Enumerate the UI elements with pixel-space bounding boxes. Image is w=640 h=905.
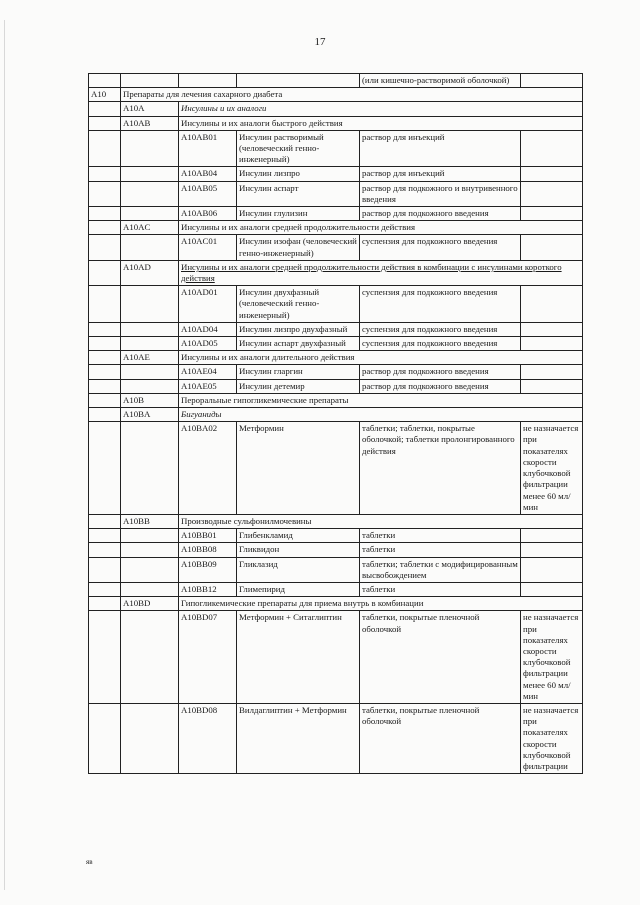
empty-cell <box>89 207 121 221</box>
atc-code-cell: A10AD04 <box>179 322 237 336</box>
atc-code-cell: A10BA <box>121 408 179 422</box>
empty-cell <box>121 167 179 181</box>
drug-table <box>88 73 583 774</box>
atc-code-cell: A10AB <box>121 116 179 130</box>
atc-code-cell: A10AB05 <box>179 181 237 206</box>
atc-code-cell: A10AE05 <box>179 379 237 393</box>
group-row <box>89 351 583 365</box>
drug-row <box>89 582 583 596</box>
empty-cell <box>89 116 121 130</box>
atc-code-cell: A10BD <box>121 597 179 611</box>
empty-cell <box>121 286 179 323</box>
empty-cell <box>89 365 121 379</box>
empty-cell <box>121 557 179 582</box>
dosage-form-cell: раствор для инъекций <box>360 130 521 167</box>
dosage-form-cell: таблетки; таблетки, покрытые оболочкой; таблетки пролонгированного действия <box>360 422 521 515</box>
empty-cell <box>89 408 121 422</box>
empty-cell <box>89 529 121 543</box>
group-name-cell: Инсулины и их аналоги быстрого действия <box>179 116 583 130</box>
drug-name-cell: Метформин + Ситаглиптин <box>237 611 360 704</box>
atc-code-cell: A10BA02 <box>179 422 237 515</box>
empty-cell <box>121 543 179 557</box>
atc-code-cell: A10AC01 <box>179 235 237 260</box>
note-cell: не назначается при показателях скорости клубочковой фильтрации менее 60 мл/мин <box>521 422 583 515</box>
note-cell <box>521 181 583 206</box>
atc-code-cell: A10BD08 <box>179 703 237 773</box>
empty-cell <box>89 337 121 351</box>
empty-cell <box>121 74 179 88</box>
atc-code-cell: A10B <box>121 393 179 407</box>
group-name-cell: Инсулины и их аналоги средней продолжительности действия <box>179 221 583 235</box>
group-name-cell: Инсулины и их аналоги длительного действия <box>179 351 583 365</box>
empty-cell <box>121 422 179 515</box>
empty-cell <box>121 337 179 351</box>
empty-cell <box>89 167 121 181</box>
dosage-form-cell: таблетки, покрытые пленочной оболочкой <box>360 703 521 773</box>
atc-code-cell: A10AD05 <box>179 337 237 351</box>
empty-cell <box>121 379 179 393</box>
group-row <box>89 102 583 116</box>
note-cell <box>521 207 583 221</box>
group-name-cell: Препараты для лечения сахарного диабета <box>121 88 583 102</box>
empty-cell <box>89 597 121 611</box>
scan-edge-line <box>4 20 5 890</box>
drug-row <box>89 181 583 206</box>
dosage-form-cell: суспензия для подкожного введения <box>360 235 521 260</box>
dosage-form-cell: таблетки <box>360 582 521 596</box>
group-row <box>89 88 583 102</box>
empty-cell <box>121 181 179 206</box>
drug-row <box>89 365 583 379</box>
drug-name-cell: Гликвидон <box>237 543 360 557</box>
note-cell <box>521 235 583 260</box>
drug-row <box>89 130 583 167</box>
empty-cell <box>89 130 121 167</box>
empty-cell <box>89 514 121 528</box>
empty-cell <box>89 351 121 365</box>
drug-row <box>89 529 583 543</box>
drug-name-cell: Инсулин детемир <box>237 379 360 393</box>
empty-cell <box>89 543 121 557</box>
atc-code-cell: A10AE <box>121 351 179 365</box>
empty-cell <box>89 611 121 704</box>
group-row <box>89 221 583 235</box>
footer-mark: яв <box>86 858 93 866</box>
atc-code-cell: A10AD <box>121 260 179 285</box>
drug-name-cell: Инсулин глулизин <box>237 207 360 221</box>
drug-name-cell: Гликлазид <box>237 557 360 582</box>
drug-name-cell: Инсулин изофан (человеческий генно-инженерный) <box>237 235 360 260</box>
drug-row <box>89 286 583 323</box>
drug-name-cell: Инсулин аспарт двухфазный <box>237 337 360 351</box>
note-cell <box>521 286 583 323</box>
atc-code-cell <box>179 74 237 88</box>
drug-name-cell: Глибенкламид <box>237 529 360 543</box>
group-row <box>89 597 583 611</box>
group-row <box>89 408 583 422</box>
empty-cell <box>121 365 179 379</box>
group-name-cell: Инсулины и их аналоги <box>179 102 583 116</box>
empty-cell <box>121 207 179 221</box>
empty-cell <box>121 703 179 773</box>
empty-cell <box>89 557 121 582</box>
note-cell <box>521 543 583 557</box>
drug-row <box>89 167 583 181</box>
empty-cell <box>121 130 179 167</box>
note-cell <box>521 582 583 596</box>
dosage-form-cell: таблетки, покрытые пленочной оболочкой <box>360 611 521 704</box>
empty-cell <box>89 221 121 235</box>
note-cell: не назначается при показателях скорости клубочковой фильтрации <box>521 703 583 773</box>
dosage-form-cell: таблетки <box>360 543 521 557</box>
atc-code-cell: A10AB01 <box>179 130 237 167</box>
empty-cell <box>89 102 121 116</box>
group-name-cell: Инсулины и их аналоги средней продолжительности действия в комбинации с инсулинами короткого действия <box>179 260 583 285</box>
note-cell <box>521 74 583 88</box>
page-number: 17 <box>314 36 326 48</box>
drug-row <box>89 557 583 582</box>
drug-name-cell: Инсулин лизпро <box>237 167 360 181</box>
drug-table-body <box>89 74 583 774</box>
note-cell <box>521 379 583 393</box>
drug-name-cell <box>237 74 360 88</box>
empty-cell <box>89 74 121 88</box>
dosage-form-cell: суспензия для подкожного введения <box>360 337 521 351</box>
atc-code-cell: A10A <box>121 102 179 116</box>
atc-code-cell: A10BD07 <box>179 611 237 704</box>
drug-row <box>89 379 583 393</box>
empty-cell <box>121 611 179 704</box>
empty-cell <box>89 286 121 323</box>
atc-code-cell: A10AD01 <box>179 286 237 323</box>
drug-name-cell: Инсулин лизпро двухфазный <box>237 322 360 336</box>
drug-row <box>89 543 583 557</box>
drug-name-cell: Инсулин растворимый (человеческий генно-инженерный) <box>237 130 360 167</box>
drug-name-cell: Инсулин двухфазный (человеческий генно-инженерный) <box>237 286 360 323</box>
dosage-form-cell: (или кишечно-растворимой оболочкой) <box>360 74 521 88</box>
empty-cell <box>89 422 121 515</box>
atc-code-cell: A10BB01 <box>179 529 237 543</box>
group-row <box>89 116 583 130</box>
empty-cell <box>121 322 179 336</box>
atc-code-cell: A10 <box>89 88 121 102</box>
note-cell <box>521 529 583 543</box>
note-cell <box>521 322 583 336</box>
drug-name-cell: Вилдаглиптин + Метформин <box>237 703 360 773</box>
group-row <box>89 260 583 285</box>
drug-row <box>89 337 583 351</box>
empty-cell <box>89 379 121 393</box>
drug-row <box>89 703 583 773</box>
empty-cell <box>89 181 121 206</box>
empty-cell <box>89 260 121 285</box>
drug-row <box>89 322 583 336</box>
note-cell <box>521 337 583 351</box>
drug-name-cell: Инсулин аспарт <box>237 181 360 206</box>
group-name-cell: Пероральные гипогликемические препараты <box>179 393 583 407</box>
empty-cell <box>89 235 121 260</box>
group-name-cell: Гипогликемические препараты для приема внутрь в комбинации <box>179 597 583 611</box>
group-row <box>89 393 583 407</box>
empty-cell <box>89 582 121 596</box>
drug-row <box>89 611 583 704</box>
dosage-form-cell: таблетки <box>360 529 521 543</box>
dosage-form-cell: таблетки; таблетки с модифицированным высвобождением <box>360 557 521 582</box>
drug-name-cell: Метформин <box>237 422 360 515</box>
empty-cell <box>89 703 121 773</box>
dosage-form-cell: раствор для подкожного введения <box>360 365 521 379</box>
dosage-form-cell: суспензия для подкожного введения <box>360 322 521 336</box>
group-name-cell: Бигуаниды <box>179 408 583 422</box>
atc-code-cell: A10BB08 <box>179 543 237 557</box>
empty-cell <box>89 393 121 407</box>
atc-code-cell: A10AB06 <box>179 207 237 221</box>
group-name-cell: Производные сульфонилмочевины <box>179 514 583 528</box>
atc-code-cell: A10BB09 <box>179 557 237 582</box>
atc-code-cell: A10BB <box>121 514 179 528</box>
atc-code-cell: A10AE04 <box>179 365 237 379</box>
dosage-form-cell: раствор для подкожного введения <box>360 379 521 393</box>
drug-row <box>89 207 583 221</box>
drug-name-cell: Инсулин гларгин <box>237 365 360 379</box>
drug-row <box>89 422 583 515</box>
dosage-form-cell: раствор для инъекций <box>360 167 521 181</box>
note-cell <box>521 167 583 181</box>
empty-cell <box>121 235 179 260</box>
drug-row <box>89 74 583 88</box>
note-cell <box>521 365 583 379</box>
dosage-form-cell: раствор для подкожного введения <box>360 207 521 221</box>
dosage-form-cell: раствор для подкожного и внутривенного введения <box>360 181 521 206</box>
drug-name-cell: Глимепирид <box>237 582 360 596</box>
atc-code-cell: A10AB04 <box>179 167 237 181</box>
empty-cell <box>89 322 121 336</box>
empty-cell <box>121 582 179 596</box>
group-row <box>89 514 583 528</box>
atc-code-cell: A10BB12 <box>179 582 237 596</box>
note-cell: не назначается при показателях скорости клубочковой фильтрации менее 60 мл/мин <box>521 611 583 704</box>
atc-code-cell: A10AC <box>121 221 179 235</box>
drug-row <box>89 235 583 260</box>
empty-cell <box>121 529 179 543</box>
dosage-form-cell: суспензия для подкожного введения <box>360 286 521 323</box>
note-cell <box>521 130 583 167</box>
note-cell <box>521 557 583 582</box>
